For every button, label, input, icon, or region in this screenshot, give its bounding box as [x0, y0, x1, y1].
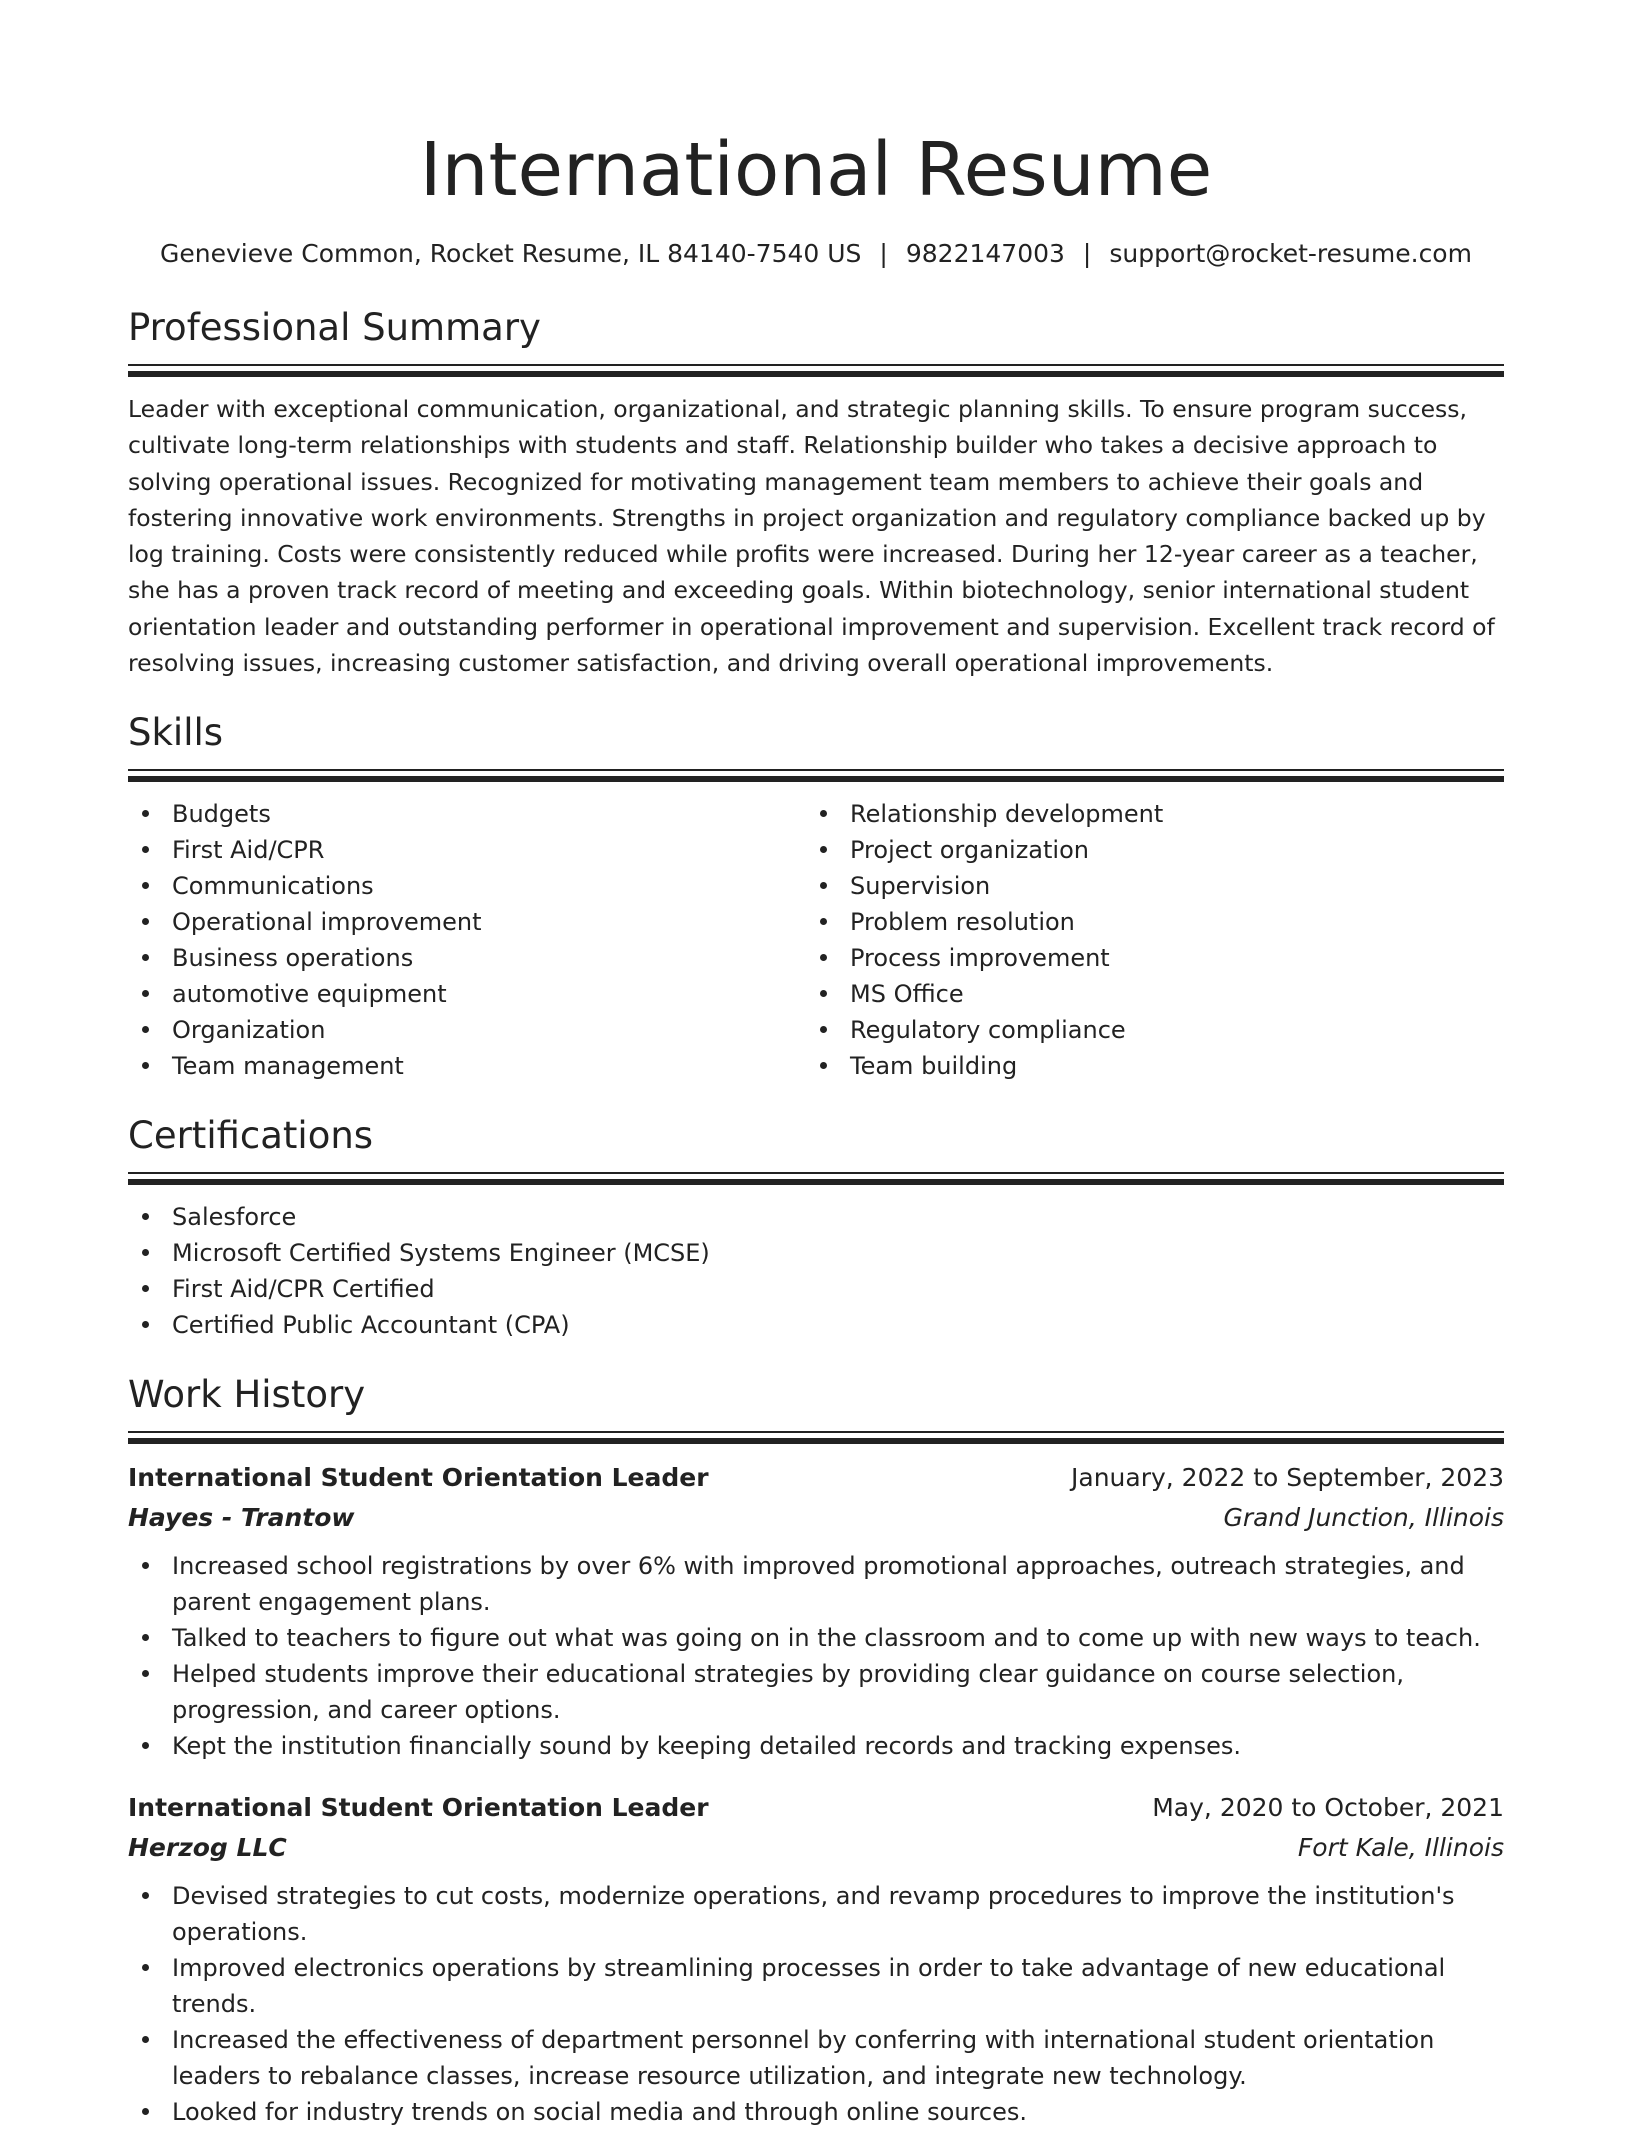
job-entry: [128, 1788, 1504, 2130]
skills-list-right: [806, 796, 1484, 1084]
bullet-icon: [820, 882, 827, 889]
skill-label: Team management: [172, 1052, 404, 1081]
bullet-icon: [142, 1742, 149, 1749]
list-item: [806, 976, 1484, 1012]
skill-label: Relationship development: [850, 800, 1164, 829]
duty-text: Devised strategies to cut costs, modernize operations, and revamp procedures to improve the institution's operations.: [172, 1882, 1455, 1947]
job-title: International Student Orientation Leader: [128, 1793, 709, 1823]
job-header-row: [128, 1458, 1504, 1498]
contact-separator: |: [879, 239, 888, 268]
bullet-icon: [142, 1062, 149, 1069]
section-divider-thick: [128, 776, 1504, 782]
bullet-icon: [142, 1670, 149, 1677]
list-item: [128, 1878, 1504, 1950]
list-item: [128, 1950, 1504, 2022]
bullet-icon: [142, 990, 149, 997]
list-item: [806, 796, 1484, 832]
bullet-icon: [820, 1026, 827, 1033]
list-item: [128, 1656, 1504, 1728]
bullet-icon: [142, 1249, 149, 1256]
job-employer-row: [128, 1828, 1504, 1868]
bullet-icon: [820, 810, 827, 817]
bullet-icon: [142, 1213, 149, 1220]
list-item: [806, 868, 1484, 904]
section-heading-work-history: Work History: [128, 1373, 366, 1417]
job-duties-list: [128, 1548, 1504, 1764]
job-entry: [128, 1458, 1504, 1764]
list-item: [128, 2022, 1504, 2094]
section-divider-thick: [128, 371, 1504, 377]
duty-text: Looked for industry trends on social media and through online sources.: [172, 2098, 1027, 2127]
duty-text: Kept the institution financially sound by keeping detailed records and tracking expenses.: [172, 1732, 1241, 1761]
contact-email: support@rocket-resume.com: [1109, 239, 1472, 268]
job-title: International Student Orientation Leader: [128, 1463, 709, 1493]
section-divider-thick: [128, 1438, 1504, 1444]
list-item: [128, 1620, 1504, 1656]
skill-label: Regulatory compliance: [850, 1016, 1126, 1045]
bullet-icon: [142, 1285, 149, 1292]
certification-label: Certified Public Accountant (CPA): [172, 1311, 570, 1340]
job-duties-list: [128, 1878, 1504, 2130]
resume-title: International Resume: [419, 127, 1213, 213]
bullet-icon: [820, 990, 827, 997]
skill-label: Budgets: [172, 800, 271, 829]
list-item: [128, 940, 806, 976]
bullet-icon: [820, 954, 827, 961]
duty-text: Increased school registrations by over 6% with improved promotional approaches, outreach strategies, and parent engagement plans.: [172, 1552, 1465, 1617]
list-item: [806, 940, 1484, 976]
job-dates: May, 2020 to October, 2021: [1152, 1793, 1504, 1823]
contact-address: Genevieve Common, Rocket Resume, IL 84140-7540 US: [160, 239, 862, 268]
bullet-icon: [820, 1062, 827, 1069]
skill-label: Problem resolution: [850, 908, 1075, 937]
skills-section: [128, 709, 1504, 1084]
bullet-icon: [142, 1964, 149, 1971]
list-item: [128, 1199, 1504, 1235]
bullet-icon: [142, 2036, 149, 2043]
list-item: [806, 904, 1484, 940]
section-heading-summary: Professional Summary: [128, 306, 541, 349]
list-item: [128, 1012, 806, 1048]
bullet-icon: [820, 918, 827, 925]
list-item: [128, 2094, 1504, 2130]
skill-label: Organization: [172, 1016, 326, 1045]
job-company: Herzog LLC: [128, 1833, 287, 1863]
section-divider: [128, 1172, 1504, 1174]
bullet-icon: [142, 1026, 149, 1033]
list-item: [128, 796, 806, 832]
job-company: Hayes - Trantow: [128, 1503, 355, 1533]
list-item: [128, 868, 806, 904]
skill-label: Business operations: [172, 944, 414, 973]
certifications-section: [128, 1112, 1504, 1343]
skill-label: Team building: [850, 1052, 1018, 1081]
certification-label: First Aid/CPR Certified: [172, 1275, 435, 1304]
skill-label: Communications: [172, 872, 374, 901]
list-item: [128, 976, 806, 1012]
job-dates: January, 2022 to September, 2023: [1071, 1463, 1504, 1493]
summary-section: [128, 304, 1504, 681]
list-item: [128, 1235, 1504, 1271]
skill-label: Project organization: [850, 836, 1089, 865]
duty-text: Talked to teachers to figure out what was going on in the classroom and to come up with new ways to teach.: [172, 1624, 1481, 1653]
list-item: [128, 1307, 1504, 1343]
skill-label: Supervision: [850, 872, 991, 901]
bullet-icon: [142, 1562, 149, 1569]
contact-phone: 9822147003: [905, 239, 1065, 268]
summary-text: Leader with exceptional communication, organizational, and strategic planning skills. To ensure program success, cultivate long-term relationships with students and staff. Relationship builder who takes a decisive approach to solving operational issues. Recognized for motivating management team members to achieve their goals and fostering innovative work environments. Strengths in project organization and regulatory compliance backed up by log training. Costs were consistently reduced while profits were increased. During her 12-year career as a teacher, she has a proven track record of meeting and exceeding goals. Within biotechnology, senior international student orientation leader and outstanding performer in operational improvement and supervision. Excellent track record of resolving issues, increasing customer satisfaction, and driving overall operational improvements.: [128, 395, 1495, 678]
contact-line: [128, 236, 1504, 272]
list-item: [128, 1048, 806, 1084]
skill-label: MS Office: [850, 980, 964, 1009]
section-divider: [128, 1431, 1504, 1433]
bullet-icon: [142, 954, 149, 961]
certification-label: Salesforce: [172, 1203, 297, 1232]
list-item: [806, 832, 1484, 868]
bullet-icon: [142, 810, 149, 817]
bullet-icon: [142, 918, 149, 925]
job-location: Fort Kale, Illinois: [1297, 1833, 1504, 1863]
work-history-section: [128, 1371, 1504, 2130]
bullet-icon: [142, 1321, 149, 1328]
list-item: [128, 904, 806, 940]
job-header-row: [128, 1788, 1504, 1828]
certification-label: Microsoft Certified Systems Engineer (MCSE): [172, 1239, 710, 1268]
skills-list-left: [128, 796, 806, 1084]
skill-label: automotive equipment: [172, 980, 447, 1009]
section-divider: [128, 769, 1504, 771]
certifications-list: [128, 1199, 1504, 1343]
bullet-icon: [142, 882, 149, 889]
bullet-icon: [142, 1634, 149, 1641]
list-item: [128, 1548, 1504, 1620]
section-heading-certifications: Certifications: [128, 1114, 374, 1158]
bullet-icon: [142, 846, 149, 853]
duty-text: Increased the effectiveness of department personnel by conferring with international student orientation leaders to rebalance classes, increase resource utilization, and integrate new technology.: [172, 2026, 1435, 2091]
list-item: [806, 1048, 1484, 1084]
list-item: [128, 1728, 1504, 1764]
skill-label: Process improvement: [850, 944, 1110, 973]
list-item: [806, 1012, 1484, 1048]
resume-page: [128, 0, 1504, 2130]
duty-text: Helped students improve their educational strategies by providing clear guidance on course selection, progression, and career options.: [172, 1660, 1404, 1725]
list-item: [128, 1271, 1504, 1307]
bullet-icon: [820, 846, 827, 853]
section-divider: [128, 364, 1504, 366]
section-divider-thick: [128, 1179, 1504, 1185]
job-location: Grand Junction, Illinois: [1223, 1503, 1504, 1533]
bullet-icon: [142, 1892, 149, 1899]
skills-grid: [128, 796, 1504, 1084]
job-employer-row: [128, 1498, 1504, 1538]
list-item: [128, 832, 806, 868]
duty-text: Improved electronics operations by streamlining processes in order to take advantage of new educational trends.: [172, 1954, 1446, 2019]
section-heading-skills: Skills: [128, 711, 224, 755]
skill-label: First Aid/CPR: [172, 836, 325, 865]
contact-separator: |: [1082, 239, 1092, 268]
skill-label: Operational improvement: [172, 908, 482, 937]
